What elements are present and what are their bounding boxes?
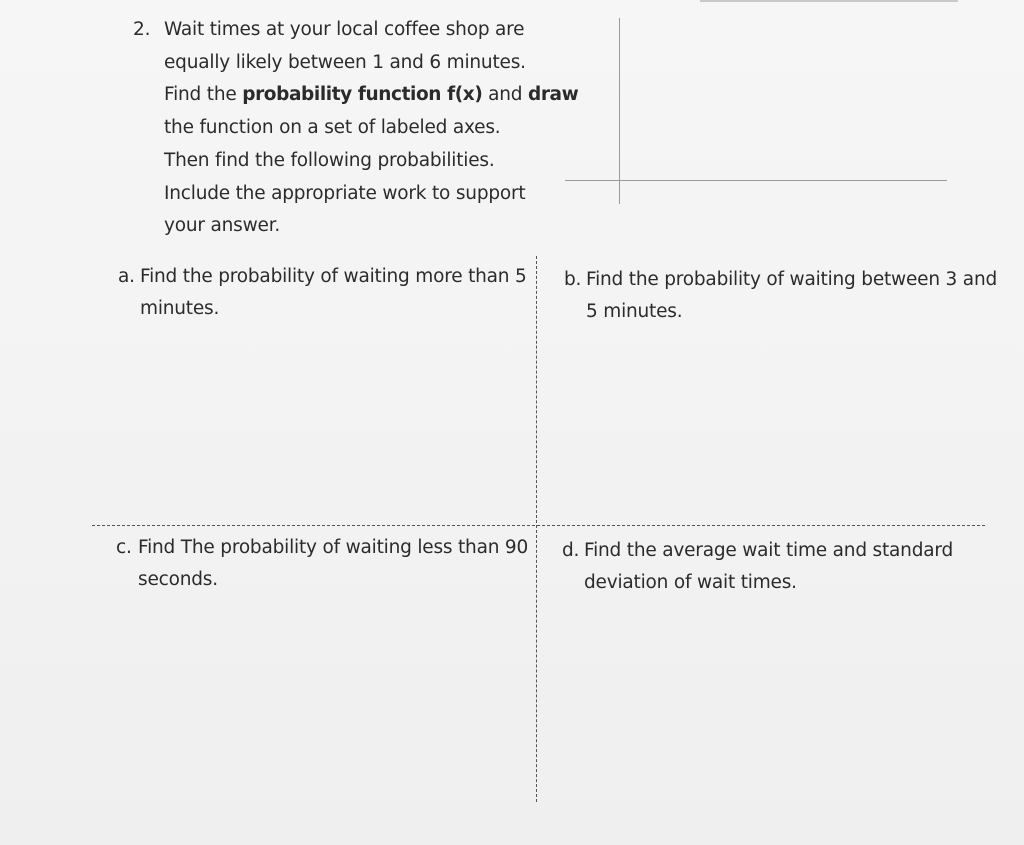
- problem-line-3-mid: and: [482, 84, 528, 106]
- question-c-line-2: seconds.: [138, 569, 218, 590]
- question-b-line-2: 5 minutes.: [586, 301, 683, 322]
- problem-emphasis-probability-function: probability function f(x): [242, 84, 483, 106]
- question-b-line-1: Find the probability of waiting between 3 and: [586, 269, 998, 290]
- question-a-label: a.: [118, 266, 135, 287]
- blank-axes: [565, 18, 950, 208]
- y-axis-line: [619, 18, 620, 204]
- problem-number: 2.: [133, 19, 151, 40]
- question-c-text: [138, 532, 528, 596]
- problem-statement: [133, 14, 579, 243]
- problem-line-3: [164, 79, 579, 112]
- top-edge-rule: [700, 0, 958, 2]
- question-d-label: d.: [562, 540, 580, 561]
- x-axis-line: [565, 180, 947, 181]
- question-a: [118, 261, 527, 325]
- question-c-label: c.: [116, 537, 132, 558]
- problem-text: [164, 14, 579, 243]
- question-b-text: [586, 264, 997, 328]
- problem-line-6: Include the appropriate work to support: [164, 182, 526, 204]
- problem-line-3-start: Find the: [164, 84, 243, 106]
- problem-line-4: the function on a set of labeled axes.: [164, 117, 501, 139]
- question-d-line-2: deviation of wait times.: [584, 572, 797, 593]
- question-d-text: [584, 535, 953, 599]
- horizontal-dashed-divider: [92, 525, 985, 526]
- problem-emphasis-draw: draw: [527, 84, 579, 106]
- problem-line-1: Wait times at your local coffee shop are: [164, 19, 525, 40]
- question-b-label: b.: [564, 269, 582, 290]
- question-c: [116, 532, 528, 596]
- problem-line-7: your answer.: [164, 215, 281, 237]
- vertical-dashed-divider: [536, 256, 537, 802]
- question-c-line-1: Find The probability of waiting less than 90: [138, 537, 529, 558]
- question-a-line-2: minutes.: [140, 298, 220, 319]
- question-d-line-1: Find the average wait time and standard: [584, 540, 954, 561]
- question-a-text: [140, 261, 527, 325]
- question-d: [562, 535, 953, 599]
- question-b: [564, 264, 997, 328]
- problem-line-2: equally likely between 1 and 6 minutes.: [164, 51, 526, 73]
- question-a-line-1: Find the probability of waiting more than 5: [140, 266, 527, 287]
- problem-line-5: Then find the following probabilities.: [164, 149, 495, 171]
